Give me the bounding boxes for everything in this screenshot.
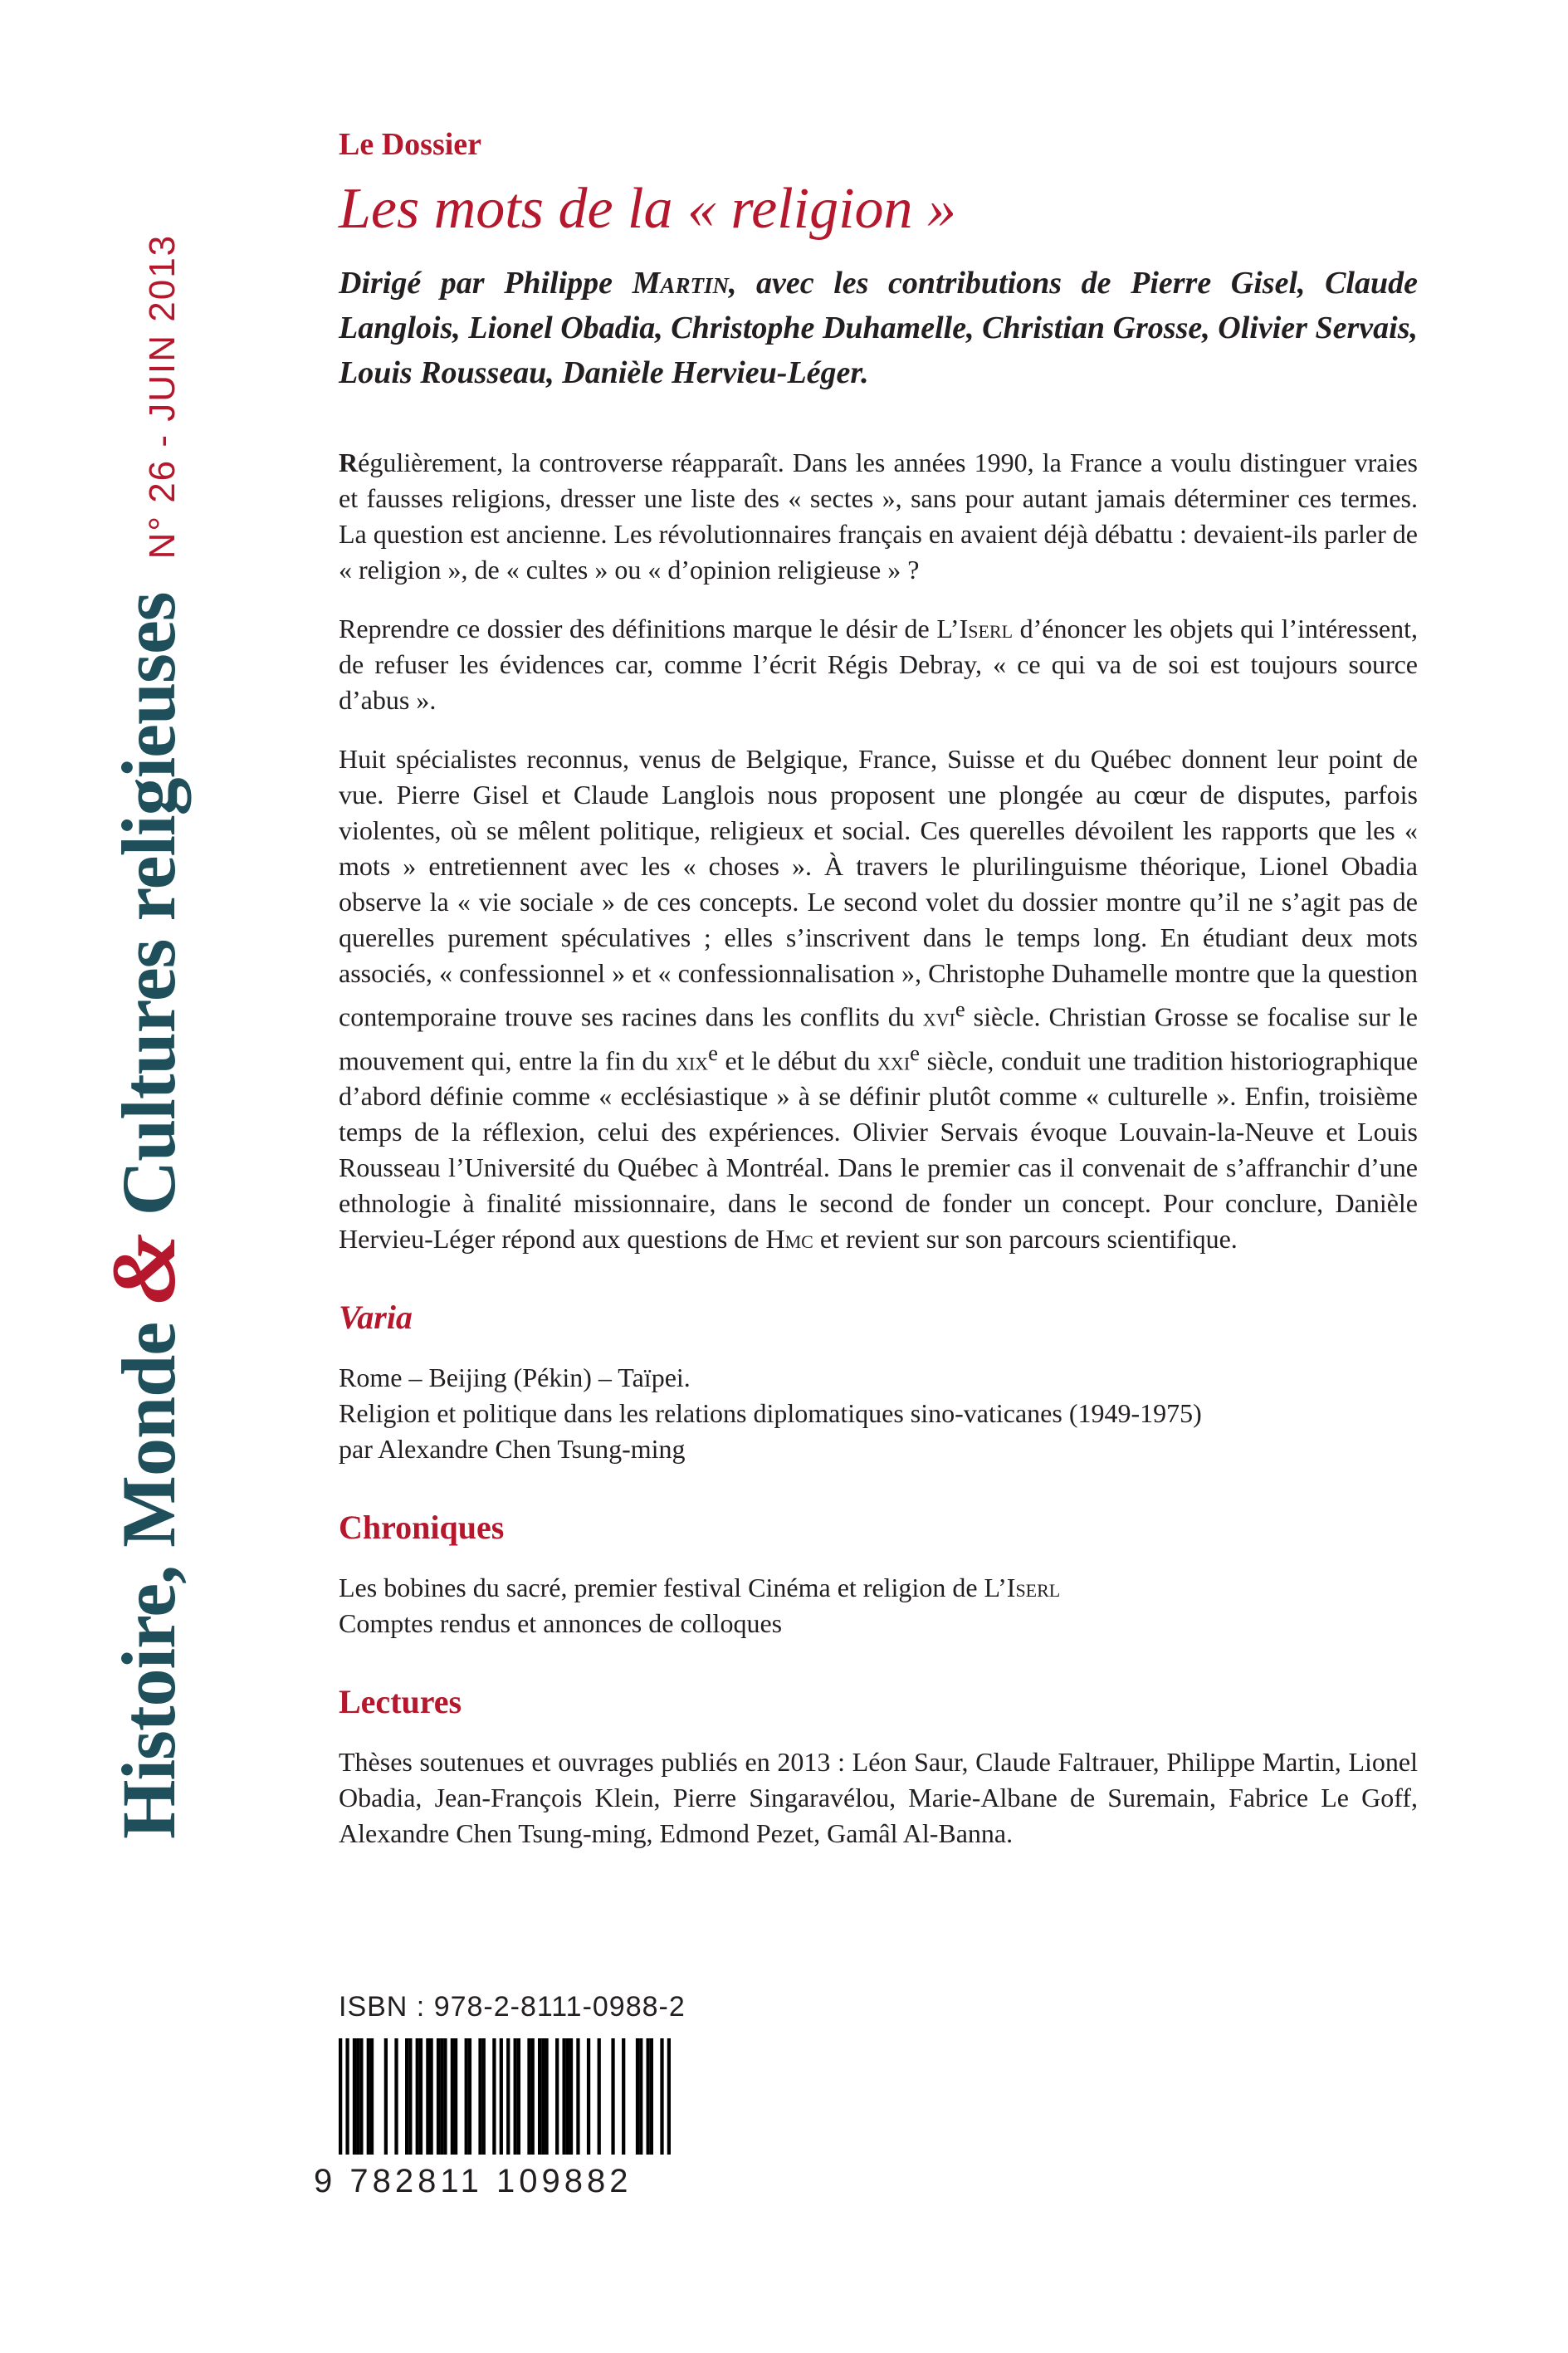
issue-number: N° 26 - JUIN 2013 — [142, 233, 183, 560]
paragraph-2 — [339, 611, 1418, 718]
paragraph-2-text-b: d’énoncer les objets qui l’intéressent, de refuser les évidences car, comme l’écrit Régis Debray, « ce qui va de soi est toujours source d’abus ». — [339, 614, 1419, 715]
varia-line-1: Rome – Beijing (Pékin) – Taïpei. — [339, 1362, 691, 1393]
spine-title-block — [91, 137, 194, 1839]
barcode-bar — [639, 2038, 642, 2155]
barcode-bar — [356, 2038, 359, 2155]
barcode-bar — [394, 2038, 398, 2155]
barcode-bar — [636, 2038, 639, 2155]
barcode-bar — [367, 2038, 370, 2155]
paragraph-3-text-b: siècle. Christian Grosse se focalise sur le mouvement qui, entre la fin du — [339, 1001, 1419, 1076]
dossier-contributors — [339, 261, 1418, 395]
varia-line-2: Religion et politique dans les relations diplomatiques sino-vaticanes (1949-1975) — [339, 1398, 1202, 1429]
barcode-bar — [437, 2038, 440, 2155]
barcode-bar — [555, 2038, 559, 2155]
journal-title — [91, 592, 197, 1839]
barcode-bar — [587, 2038, 590, 2155]
barcode-bar — [531, 2038, 535, 2155]
barcode-bar — [541, 2038, 545, 2155]
journal-title-ampersand: & — [93, 1234, 194, 1304]
barcode-bar — [465, 2038, 468, 2155]
barcode-bar — [451, 2038, 454, 2155]
barcode-bar — [478, 2038, 481, 2155]
director-name: Martin — [632, 266, 729, 301]
barcode-bar — [538, 2038, 541, 2155]
back-cover-content — [339, 125, 1418, 1852]
chroniques-heading: Chroniques — [339, 1509, 505, 1547]
barcode-bar — [359, 2038, 363, 2155]
barcode-bar — [611, 2038, 614, 2155]
barcode-bar — [545, 2038, 548, 2155]
barcode-bar — [482, 2038, 486, 2155]
barcode-bar — [647, 2038, 650, 2155]
barcode-bar — [650, 2038, 653, 2155]
paragraph-2-text-a: Reprendre ce dossier des définitions marque le désir de L’ — [339, 614, 960, 643]
barcode-bar — [443, 2038, 447, 2155]
barcode-bar — [429, 2038, 432, 2155]
barcode-bar — [454, 2038, 457, 2155]
barcode-bar — [506, 2038, 510, 2155]
barcode-bar — [500, 2038, 503, 2155]
barcode-image — [339, 2038, 671, 2155]
paragraph-3 — [339, 741, 1418, 1257]
barcode-bar — [440, 2038, 443, 2155]
barcode-bar — [345, 2038, 349, 2155]
barcode-bar — [562, 2038, 565, 2155]
barcode-bar — [416, 2038, 419, 2155]
barcode-bar — [405, 2038, 408, 2155]
paragraph-3-text-a: Huit spécialistes reconnus, venus de Belgique, France, Suisse et du Québec donnent leur point de vue. Pierre Gisel et Claude Langlois nous proposent une plongée au cœur de disputes, parfois violentes, où se mêlent politique, religieux et social. Ces querelles dévoilent les rapports que les « mots » entretiennent avec les « choses ». À travers le plurilinguisme théorique, Lionel Obadia observe la « vie sociale » de ces concepts. Le second volet du dossier montre qu’il ne s’agit pas de querelles purement spéculatives ; elles s’inscrivent dans le temps long. En étudiant deux mots associés, « confessionnel » et « confessionnalisation », Christophe Duhamelle montre que la question contemporaine trouve ses racines dans les conflits du — [339, 744, 1418, 1032]
isbn-label: ISBN : 978-2-8111-0988-2 — [339, 1991, 686, 2023]
barcode-bar — [426, 2038, 429, 2155]
paragraph-3-text-e: et revient sur son parcours scientifique. — [813, 1224, 1238, 1255]
iserl-abbr: Iserl — [959, 614, 1014, 643]
varia-line-3: par Alexandre Chen Tsung-ming — [339, 1434, 686, 1465]
contributors-list: , avec les contributions de Pierre Gisel, Claude Langlois, Lionel Obadia, Christophe Duhamelle, Christian Grosse, Olivier Servais, Louis Rousseau, Danièle Hervieu-Léger. — [339, 266, 1418, 390]
chroniques-line-1-text: Les bobines du sacré, premier festival Cinéma et religion de L’ — [339, 1573, 1007, 1603]
journal-title-part1: Histoire, Monde — [106, 1304, 191, 1839]
chroniques-line-2: Comptes rendus et annonces de colloques — [339, 1608, 783, 1639]
barcode-bar — [339, 2038, 342, 2155]
barcode-bar — [660, 2038, 663, 2155]
varia-heading: Varia — [339, 1299, 413, 1337]
century-21: xxi — [877, 1045, 911, 1076]
drop-cap: R — [339, 448, 359, 477]
barcode-bar — [598, 2038, 601, 2155]
barcode-bar — [492, 2038, 496, 2155]
century-16: xvi — [922, 1001, 955, 1032]
paragraph-1-text: égulièrement, la controverse réapparaît. Dans les années 1990, la France a voulu distinguer vraies et fausses religions, dresser une liste des « sectes », sans pour autant jamais déterminer ces termes. La question est ancienne. Les révolutionnaires français en avaient déjà débattu : devaient-ils parler de « religion », de « cultes » ou « d’opinion religieuse » ? — [339, 448, 1418, 585]
barcode-bar — [514, 2038, 517, 2155]
century-21-sup: e — [910, 1040, 920, 1065]
barcode-bar — [566, 2038, 569, 2155]
paragraph-1 — [339, 445, 1418, 588]
barcode-bar — [370, 2038, 374, 2155]
dossier-title: Les mots de la « religion » — [339, 177, 957, 241]
century-19-sup: e — [708, 1040, 718, 1065]
barcode-digits: 9 782811 109882 — [314, 2163, 633, 2199]
journal-title-part2: Cultures religieuses — [106, 592, 191, 1235]
century-19: xix — [675, 1045, 709, 1076]
barcode-bar — [576, 2038, 579, 2155]
paragraph-3-text-d: siècle, conduit une tradition historiographique d’abord définie comme « ecclésiastique » à se définir plutôt comme « culturelle ». Enfin, troisième temps de la réflexion, celui des expériences. Olivier Servais évoque Louvain-la-Neuve et Louis Rousseau l’Université du Québec à Montréal. Dans le premier cas il convenait de s’affranchir d’une ethnologie à finalité missionnaire, dans le second de fonder un concept. Pour conclure, Danièle Hervieu-Léger répond aux questions de — [339, 1045, 1419, 1255]
barcode-bar — [468, 2038, 471, 2155]
chroniques-line-1 — [339, 1570, 1418, 1606]
barcode-bar — [384, 2038, 388, 2155]
chroniques-iserl-abbr: Iserl — [1006, 1573, 1061, 1603]
barcode-bar — [527, 2038, 530, 2155]
barcode-bar — [408, 2038, 412, 2155]
barcode-bar — [569, 2038, 573, 2155]
lectures-text: Thèses soutenues et ouvrages publiés en 2013 : Léon Saur, Claude Faltrauer, Philippe Martin, Lionel Obadia, Jean-François Klein, Pierre Singaravélou, Marie-Albane de Suremain, Fabrice Le Goff, Alexandre Chen Tsung-ming, Edmond Pezet, Gamâl Al-Banna. — [339, 1747, 1418, 1849]
barcode-bar — [419, 2038, 423, 2155]
dossier-label: Le Dossier — [339, 127, 482, 162]
barcode-bar — [667, 2038, 671, 2155]
hmc-abbr: Hmc — [765, 1224, 813, 1255]
barcode-bar — [353, 2038, 356, 2155]
lectures-heading: Lectures — [339, 1683, 462, 1721]
century-16-sup: e — [955, 996, 965, 1021]
paragraph-3-text-c: et le début du — [717, 1045, 878, 1076]
barcode-bar — [622, 2038, 625, 2155]
directed-prefix: Dirigé par Philippe — [339, 266, 633, 301]
barcode-bar — [517, 2038, 520, 2155]
